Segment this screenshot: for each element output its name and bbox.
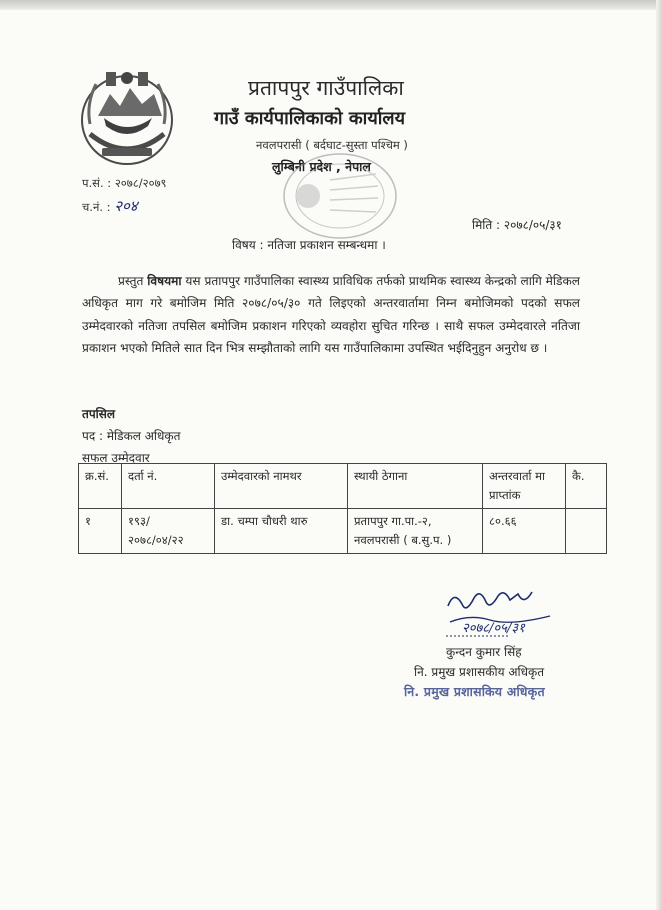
col-registration: दर्ता नं. [122, 464, 215, 509]
body-part3: यस प्रतापपुर गाउँपालिका स्वास्थ्य प्राविधिक तर्फको प्राथमिक स्वास्थ्य केन्द्रको लागि मेडिकल अधिकृत माग गरे बमोजिम मिति २०७८/०५/३० गते लिइएको अन्तरवार्तामा निम्न बमोजिमको पदको सफल उम्मेदवारको नतिजा तपसिल बमोजिम प्रकाशन गरिएको व्यवहोरा सुचित गरिन्छ । साथै सफल उम्मेदवारले नतिजा प्रकाशन भएको मितिले सात दिन भित्र सम्झौताको लागि यस गाउँपालिकामा उपस्थित भईदिनुहुन अनुरोध छ । [82, 274, 580, 356]
successful-candidate-label: सफल उम्मेदवार [82, 451, 150, 465]
patra-label: प.सं. : [82, 176, 115, 190]
patra-sankhya [82, 176, 167, 191]
scan-edge [0, 0, 662, 10]
district-address: नवलपरासी ( बर्दघाट-सुस्ता पश्चिम ) [256, 138, 408, 152]
cell-registration: १९३/ २०७८/०४/२२ [122, 509, 215, 554]
signatory-title: नि. प्रमुख प्रशासकीय अधिकृत [414, 665, 545, 679]
letter-date: मिति : २०७८/०५/३१ [472, 218, 562, 232]
body-part1: प्रस्तुत [118, 274, 148, 288]
cell-remarks [566, 509, 607, 554]
municipality-name: प्रतापपुर गाउँपालिका [248, 76, 404, 100]
cell-address: प्रतापपुर गा.पा.-२, नवलपरासी ( ब.सु.प. ) [348, 509, 483, 554]
chalani-value-handwritten: २०४ [114, 197, 138, 215]
result-table [78, 463, 607, 554]
col-remarks: कै. [566, 464, 607, 509]
cell-score: ८०.६६ [483, 509, 566, 554]
letter-body [82, 270, 580, 360]
office-name: गाउँ कार्यपालिकाको कार्यालय [214, 108, 406, 129]
post-line: पद : मेडिकल अधिकृत [82, 429, 181, 443]
col-serial: क्र.सं. [79, 464, 122, 509]
col-permanent-address: स्थायी ठेगाना [348, 464, 483, 509]
cell-candidate-name: डा. चम्पा चौधरी थारु [215, 509, 348, 554]
patra-value: २०७८/२०७९ [114, 176, 167, 190]
letter-subject: विषय : नतिजा प्रकाशन सम्बन्धमा । [232, 238, 386, 252]
designation-stamp: नि. प्रमुख प्रशासकिय अधिकृत [404, 684, 545, 699]
handwritten-date: २०७८/०५/३१ [462, 621, 525, 636]
table-row [79, 509, 607, 554]
table-header-row [79, 464, 607, 509]
col-candidate-name: उम्मेदवारको नामथर [215, 464, 348, 509]
cell-serial: १ [79, 509, 122, 554]
province-address: लुम्बिनी प्रदेश , नेपाल [272, 159, 371, 174]
tapsil-heading: तपसिल [82, 407, 116, 421]
chalani-number [82, 196, 138, 216]
scan-edge-right [656, 0, 662, 910]
col-interview-score: अन्तरवार्ता मा प्राप्तांक [483, 464, 566, 509]
nepal-emblem-icon [76, 64, 178, 170]
signatory-name: कुन्दन कुमार सिंह [446, 645, 522, 659]
chalani-label: च.नं. : [82, 200, 115, 214]
office-seal-stamp [280, 150, 400, 242]
body-part2: विषयमा [147, 274, 182, 288]
handwritten-signature [440, 584, 560, 644]
